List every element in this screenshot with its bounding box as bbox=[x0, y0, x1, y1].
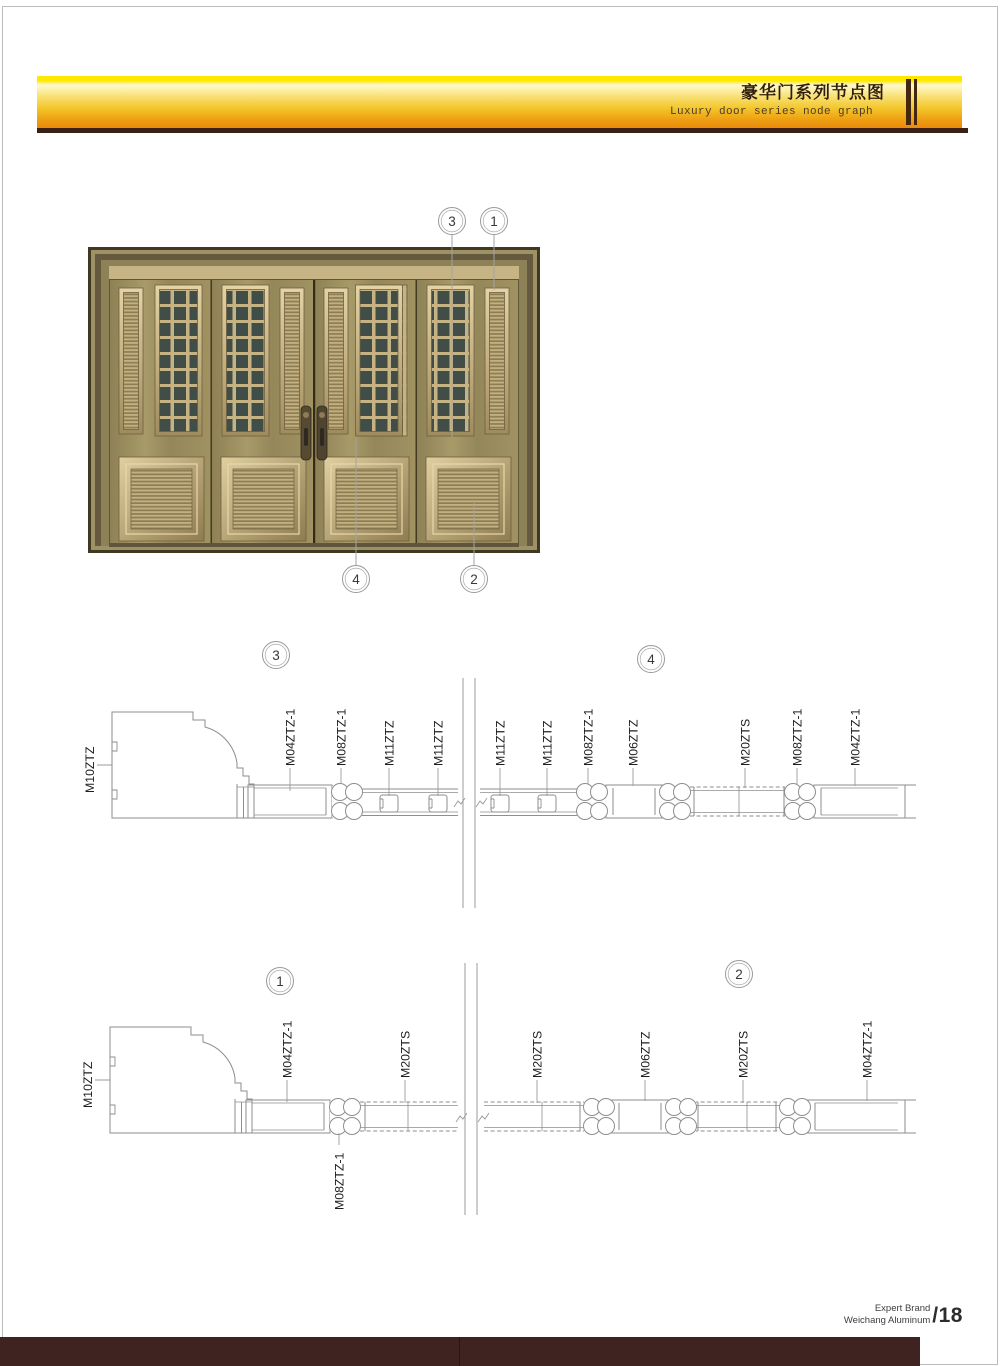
part-label: M04ZTZ-1 bbox=[283, 708, 298, 766]
door-photo bbox=[88, 247, 540, 553]
part-label: M11ZTZ bbox=[431, 720, 446, 766]
part-label: M08ZTZ-1 bbox=[581, 708, 596, 766]
break-line-bottom bbox=[456, 963, 489, 1215]
page-number: /18 bbox=[932, 1304, 963, 1327]
part-label: M06ZTZ bbox=[638, 1031, 653, 1078]
svg-text:2: 2 bbox=[470, 572, 478, 587]
part-label: M20ZTS bbox=[530, 1030, 545, 1078]
part-label: M08ZTZ-1 bbox=[334, 708, 349, 766]
part-label: M08ZTZ-1 bbox=[332, 1152, 347, 1210]
part-label: M20ZTS bbox=[398, 1030, 413, 1078]
footer-brand-line2: Weichang Aluminum bbox=[843, 1314, 931, 1326]
callout-circle-4 bbox=[343, 566, 370, 593]
callout-circle-3 bbox=[439, 208, 466, 235]
part-label: M10ZTZ bbox=[83, 746, 97, 793]
frame-profile-top bbox=[97, 712, 254, 818]
rail-top bbox=[248, 784, 916, 820]
part-label: M04ZTZ-1 bbox=[280, 1020, 295, 1078]
door-top-rail bbox=[109, 266, 519, 279]
part-label: M10ZTZ bbox=[81, 1061, 95, 1108]
part-label: M20ZTS bbox=[738, 718, 753, 766]
detail-number-1: 1 bbox=[276, 974, 284, 989]
part-label: M04ZTZ-1 bbox=[848, 708, 863, 766]
node-diagram-bottom bbox=[81, 961, 916, 1216]
svg-text:1: 1 bbox=[490, 214, 498, 229]
footer-brand-line1: Expert Brand bbox=[874, 1303, 931, 1314]
part-label: M04ZTZ-1 bbox=[860, 1020, 875, 1078]
footer-brand bbox=[844, 1303, 963, 1328]
part-label: M11ZTZ bbox=[493, 720, 508, 766]
frame-profile-bottom bbox=[95, 1027, 252, 1133]
detail-number-3: 3 bbox=[272, 648, 280, 663]
page-subtitle: Luxury door series node graph bbox=[669, 106, 873, 118]
part-label: M11ZTZ bbox=[540, 720, 555, 766]
node-diagram-top bbox=[83, 642, 916, 909]
detail-number-4: 4 bbox=[647, 652, 655, 667]
part-label: M20ZTS bbox=[736, 1030, 751, 1078]
footer-bar-divider bbox=[459, 1337, 460, 1366]
callout-circle-2 bbox=[461, 566, 488, 593]
break-line-top bbox=[454, 678, 487, 908]
svg-text:4: 4 bbox=[352, 572, 360, 587]
svg-text:3: 3 bbox=[448, 214, 456, 229]
leaders-top bbox=[290, 768, 855, 796]
rail-bottom bbox=[246, 1099, 916, 1135]
detail-number-2: 2 bbox=[735, 967, 743, 982]
part-label: M11ZTZ bbox=[382, 720, 397, 766]
page-title: 豪华门系列节点图 bbox=[741, 83, 885, 102]
part-label: M08ZTZ-1 bbox=[790, 708, 805, 766]
part-label: M06ZTZ bbox=[626, 719, 641, 766]
footer-bar bbox=[0, 1337, 920, 1366]
callout-circle-1 bbox=[481, 208, 508, 235]
